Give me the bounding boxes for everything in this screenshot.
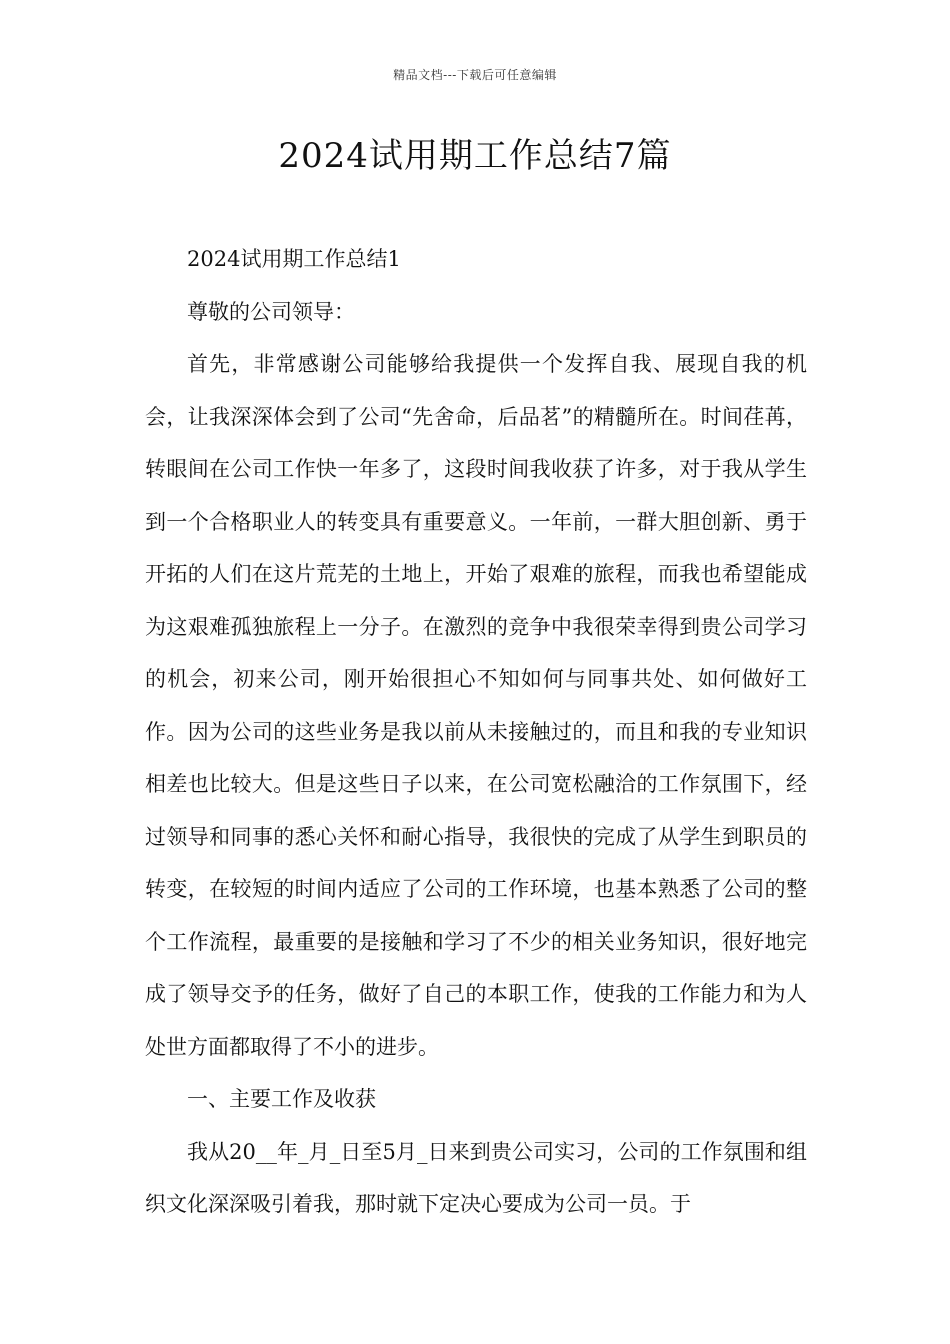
- salutation: 尊敬的公司领导：: [187, 299, 355, 324]
- paragraph: 首先，非常感谢公司能够给我提供一个发挥自我、展现自我的机会，让我深深体会到了公司“先舍命，后品茗”的精髓所在。时间荏苒，转眼间在公司工作快一年多了，这段时间我收获了许多，对于我从学生到一个合格职业人的转变具有重要意义。一年前，一群大胆创新、勇于开拓的人们在这片荒芜的土地上，开始了艰难的旅程，而我也希望能成为这艰难孤独旅程上一分子。在激烈的竞争中我很荣幸得到贵公司学习的机会，初来公司，刚开始很担心不知如何与同事共处、如何做好工作。因为公司的这些业务是我以前从未接触过的，而且和我的专业知识相差也比较大。但是这些日子以来，在公司宽松融洽的工作氛围下，经过领导和同事的悉心关怀和耐心指导，我很快的完成了从学生到职员的转变，在较短的时间内适应了公司的工作环境，也基本熟悉了公司的整个工作流程，最重要的是接触和学习了不少的相关业务知识，很好地完成了领导交予的任务，做好了自己的本职工作，使我的工作能力和为人处世方面都取得了不小的进步。: [145, 352, 807, 1059]
- document-body: [145, 233, 807, 1231]
- section-title: 2024试用期工作总结1: [187, 247, 401, 271]
- paragraph: 我从20__年_月_日至5月_日来到贵公司实习，公司的工作氛围和组织文化深深吸引着我，那时就下定决心要成为公司一员。于: [145, 1139, 807, 1216]
- section-heading: 一、主要工作及收获: [187, 1087, 376, 1111]
- document-title: 2024试用期工作总结7篇: [278, 136, 672, 176]
- header-note: 精品文档---下载后可任意编辑: [393, 68, 557, 82]
